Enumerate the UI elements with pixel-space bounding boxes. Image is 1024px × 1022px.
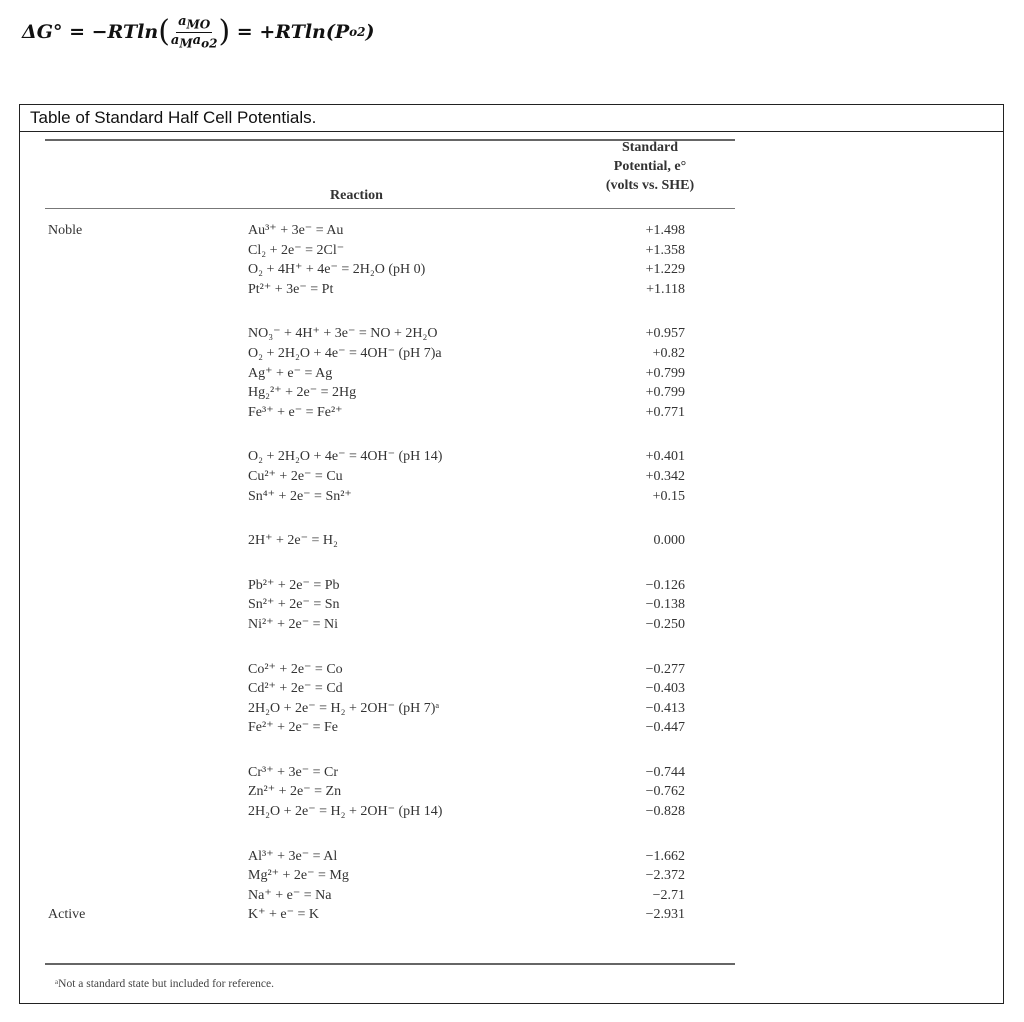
table-row — [20, 905, 740, 925]
den-sub1: M — [179, 36, 193, 51]
reaction-cell: O₂ + 2H₂O + 4e⁻ = 4OH⁻ (pH 7)a — [248, 345, 442, 361]
table-row — [20, 364, 740, 384]
potential-cell: −0.277 — [645, 661, 685, 677]
potential-cell: +1.358 — [645, 242, 685, 258]
table-row — [20, 467, 740, 487]
reaction-cell: Co²⁺ + 2e⁻ = Co — [248, 661, 343, 677]
reaction-group — [20, 324, 740, 422]
reaction-cell: Pb²⁺ + 2e⁻ = Pb — [248, 577, 340, 593]
reaction-cell: Cr³⁺ + 3e⁻ = Cr — [248, 764, 338, 780]
header-potential — [585, 138, 715, 195]
reaction-cell: K⁺ + e⁻ = K — [248, 907, 320, 923]
table-row — [20, 866, 740, 886]
table-row — [20, 344, 740, 364]
reaction-group — [20, 221, 740, 299]
eq-part1: = −RTln — [69, 21, 159, 44]
reaction-cell: Cu²⁺ + 2e⁻ = Cu — [248, 468, 343, 484]
potential-cell: 0.000 — [653, 533, 685, 549]
table-row — [20, 802, 740, 822]
table-row — [20, 763, 740, 783]
table-row — [20, 383, 740, 403]
table-title: Table of Standard Half Cell Potentials. — [20, 105, 1003, 132]
potential-cell: +1.498 — [645, 223, 685, 238]
table-body — [20, 221, 740, 950]
reaction-group — [20, 763, 740, 822]
table-row — [20, 660, 740, 680]
reaction-group — [20, 447, 740, 506]
potential-cell: −0.447 — [645, 720, 685, 736]
table-row — [20, 847, 740, 867]
reaction-cell: Ag⁺ + e⁻ = Ag — [248, 365, 333, 381]
reaction-cell: NO₃⁻ + 4H⁺ + 3e⁻ = NO + 2H₂O — [248, 326, 438, 342]
reaction-group — [20, 576, 740, 635]
numerator — [176, 14, 212, 33]
reaction-cell: Sn²⁺ + 2e⁻ = Sn — [248, 597, 340, 613]
table-row — [20, 280, 740, 300]
reaction-cell: O₂ + 2H₂O + 4e⁻ = 4OH⁻ (pH 14) — [248, 449, 443, 465]
reaction-cell: Hg₂²⁺ + 2e⁻ = 2Hg — [248, 385, 357, 401]
table-row — [20, 886, 740, 906]
table-row — [20, 487, 740, 507]
reaction-cell: 2H⁺ + 2e⁻ = H₂ — [248, 533, 338, 549]
potential-cell: −0.744 — [645, 764, 685, 780]
table-row — [20, 679, 740, 699]
header-reaction: Reaction — [330, 188, 383, 203]
reaction-cell: Mg²⁺ + 2e⁻ = Mg — [248, 868, 349, 884]
potential-cell: −0.250 — [645, 616, 685, 632]
table-row — [20, 241, 740, 261]
reaction-cell: 2H₂O + 2e⁻ = H₂ + 2OH⁻ (pH 7)ᵃ — [248, 700, 440, 716]
potential-cell: +0.401 — [645, 449, 685, 465]
num-sub: MO — [186, 17, 211, 32]
potential-cell: −1.662 — [645, 848, 685, 864]
potential-cell: +0.799 — [645, 385, 685, 401]
row-label: Noble — [48, 223, 83, 238]
eq-part2: = +RTln(P — [236, 21, 350, 44]
table-row — [20, 260, 740, 280]
reaction-cell: Sn⁴⁺ + 2e⁻ = Sn²⁺ — [248, 488, 352, 504]
table-row — [20, 699, 740, 719]
table-row — [20, 447, 740, 467]
potential-cell: +0.82 — [652, 345, 685, 361]
eq-lhs: ΔG° — [22, 21, 63, 44]
reaction-cell: Al³⁺ + 3e⁻ = Al — [248, 848, 338, 864]
reaction-cell: 2H₂O + 2e⁻ = H₂ + 2OH⁻ (pH 14) — [248, 804, 443, 820]
header-potential-line: (volts vs. SHE) — [605, 178, 695, 193]
den-sub2: o2 — [201, 36, 218, 51]
potential-cell: +0.342 — [645, 468, 685, 484]
bottom-rule — [45, 963, 735, 965]
potential-cell: −2.372 — [645, 868, 685, 884]
denominator — [171, 33, 218, 51]
potential-cell: −2.931 — [645, 907, 685, 923]
eq-close: ) — [365, 21, 375, 44]
header-potential-line: Standard — [621, 140, 679, 155]
table-row — [20, 576, 740, 596]
den-a1: a — [170, 32, 180, 48]
reaction-cell: Cd²⁺ + 2e⁻ = Cd — [248, 681, 343, 697]
reaction-cell: Au³⁺ + 3e⁻ = Au — [248, 223, 344, 238]
reaction-cell: Pt²⁺ + 3e⁻ = Pt — [248, 281, 334, 297]
gibbs-equation — [22, 14, 375, 50]
reaction-cell: Cl₂ + 2e⁻ = 2Cl⁻ — [248, 242, 345, 258]
potential-cell: +0.15 — [652, 488, 685, 504]
potential-cell: −0.138 — [645, 597, 685, 613]
potential-cell: +1.118 — [646, 281, 685, 297]
reaction-cell: Zn²⁺ + 2e⁻ = Zn — [248, 784, 342, 800]
potential-cell: −0.126 — [645, 577, 685, 593]
den-a2: a — [192, 32, 202, 48]
row-label: Active — [48, 907, 86, 923]
table-row — [20, 595, 740, 615]
left-paren: ( — [158, 14, 170, 50]
reaction-cell: Fe³⁺ + e⁻ = Fe²⁺ — [248, 404, 343, 420]
footnote: ᵃNot a standard state but included for reference. — [55, 978, 274, 990]
potential-cell: +0.957 — [645, 326, 685, 342]
right-paren: ) — [218, 14, 231, 50]
num-a: a — [178, 14, 187, 29]
potential-cell: −0.762 — [645, 784, 685, 800]
activity-fraction — [171, 14, 218, 50]
table-row — [20, 718, 740, 738]
potential-cell: −0.413 — [645, 700, 685, 716]
potential-cell: −2.71 — [652, 887, 685, 903]
header-rule — [45, 208, 735, 209]
reaction-cell: Na⁺ + e⁻ = Na — [248, 887, 332, 903]
reaction-cell: Ni²⁺ + 2e⁻ = Ni — [248, 616, 338, 632]
potential-cell: +0.799 — [645, 365, 685, 381]
reaction-group — [20, 531, 740, 551]
table-row — [20, 615, 740, 635]
table-row — [20, 531, 740, 551]
potential-cell: −0.403 — [645, 681, 685, 697]
reaction-group — [20, 847, 740, 925]
potential-cell: +0.771 — [645, 404, 685, 420]
table-row — [20, 324, 740, 344]
table-row — [20, 403, 740, 423]
potential-cell: +1.229 — [645, 262, 685, 278]
table-row — [20, 221, 740, 241]
reaction-cell: Fe²⁺ + 2e⁻ = Fe — [248, 720, 338, 736]
eq-p-sub: o2 — [349, 25, 366, 40]
potential-cell: −0.828 — [645, 804, 685, 820]
reaction-group — [20, 660, 740, 738]
potentials-table-box — [19, 104, 1004, 1004]
header-potential-line: Potential, e° — [613, 159, 687, 174]
reaction-cell: O₂ + 4H⁺ + 4e⁻ = 2H₂O (pH 0) — [248, 262, 426, 278]
table-row — [20, 782, 740, 802]
